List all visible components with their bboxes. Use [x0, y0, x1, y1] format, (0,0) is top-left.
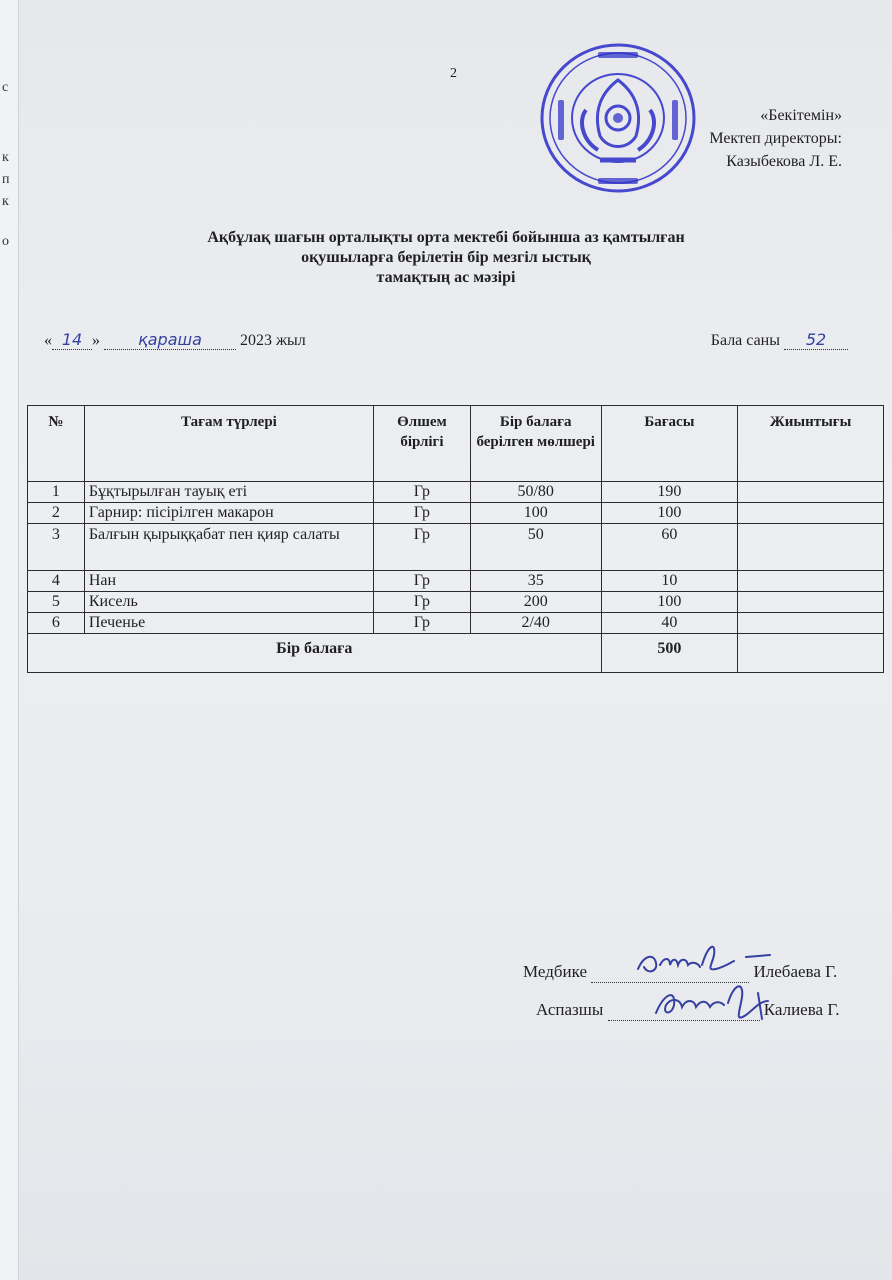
official-seal-stamp	[538, 40, 698, 196]
row-portion: 50	[470, 524, 601, 571]
approval-position: Мектеп директоры:	[709, 130, 842, 147]
header-portion: Бір балаға берілген мөлшері	[470, 406, 601, 482]
table-row	[28, 482, 884, 503]
row-dish: Бұқтырылған тауық еті	[84, 482, 373, 503]
header-number: №	[28, 406, 85, 482]
row-portion: 50/80	[470, 482, 601, 503]
row-total	[738, 503, 884, 524]
row-number: 1	[28, 482, 85, 503]
page-number: 2	[450, 66, 457, 81]
row-unit: Гр	[374, 524, 471, 571]
header-dish: Тағам түрлері	[84, 406, 373, 482]
total-empty	[738, 634, 884, 673]
row-dish: Нан	[84, 571, 373, 592]
table-row	[28, 571, 884, 592]
approval-heading: «Бекітемін»	[760, 107, 842, 124]
total-label: Бір балаға	[28, 634, 602, 673]
row-portion: 100	[470, 503, 601, 524]
total-value: 500	[601, 634, 738, 673]
row-portion: 35	[470, 571, 601, 592]
date-line: « 14 » қараша 2023 жыл	[44, 330, 306, 349]
row-price: 10	[601, 571, 738, 592]
cook-name: Калиева Г.	[763, 1000, 840, 1019]
row-unit: Гр	[374, 613, 471, 634]
row-unit: Гр	[374, 592, 471, 613]
children-count-line	[711, 330, 848, 350]
row-number: 2	[28, 503, 85, 524]
table-header-row	[28, 406, 884, 482]
nurse-name: Илебаева Г.	[753, 962, 838, 981]
table-row	[28, 524, 884, 571]
header-unit: Өлшем бірлігі	[374, 406, 471, 482]
header-price: Бағасы	[601, 406, 738, 482]
row-unit: Гр	[374, 503, 471, 524]
cook-role: Аспазшы	[536, 1000, 604, 1019]
row-dish: Кисель	[84, 592, 373, 613]
title-line-1: Ақбұлақ шағын орталықты орта мектебі бойынша аз қамтылған	[207, 229, 685, 246]
table-row	[28, 503, 884, 524]
row-portion: 200	[470, 592, 601, 613]
row-dish: Гарнир: пісірілген макарон	[84, 503, 373, 524]
row-dish: Балғын қырыққабат пен қияр салаты	[84, 524, 373, 571]
row-unit: Гр	[374, 482, 471, 503]
header-total: Жиынтығы	[738, 406, 884, 482]
title-line-2: оқушыларға берілетін бір мезгіл ыстық	[301, 249, 591, 266]
row-number: 5	[28, 592, 85, 613]
table-total-row	[28, 634, 884, 673]
row-dish: Печенье	[84, 613, 373, 634]
row-number: 6	[28, 613, 85, 634]
children-count-label: Бала саны	[710, 332, 780, 349]
date-year: 2023 жыл	[240, 332, 306, 349]
row-price: 100	[601, 592, 738, 613]
row-total	[738, 613, 884, 634]
row-number: 3	[28, 524, 85, 571]
row-total	[738, 592, 884, 613]
row-unit: Гр	[374, 571, 471, 592]
nurse-role: Медбике	[523, 962, 587, 981]
row-price: 100	[601, 503, 738, 524]
row-total	[738, 571, 884, 592]
menu-table	[27, 405, 884, 673]
title-line-3: тамақтың ас мәзірі	[376, 269, 516, 286]
row-portion: 2/40	[470, 613, 601, 634]
approval-block	[709, 104, 842, 173]
row-total	[738, 524, 884, 571]
underlying-sheet-edge: с к п к о	[0, 0, 19, 1280]
row-price: 60	[601, 524, 738, 571]
approval-name: Казыбекова Л. Е.	[726, 153, 842, 170]
row-total	[738, 482, 884, 503]
row-number: 4	[28, 571, 85, 592]
table-row	[28, 592, 884, 613]
document-title	[0, 228, 892, 288]
date-day: 14	[52, 330, 92, 350]
children-count-value: 52	[784, 330, 848, 350]
cook-signature-scribble	[650, 975, 800, 1030]
date-month: қараша	[104, 330, 236, 350]
table-row	[28, 613, 884, 634]
row-price: 40	[601, 613, 738, 634]
row-price: 190	[601, 482, 738, 503]
